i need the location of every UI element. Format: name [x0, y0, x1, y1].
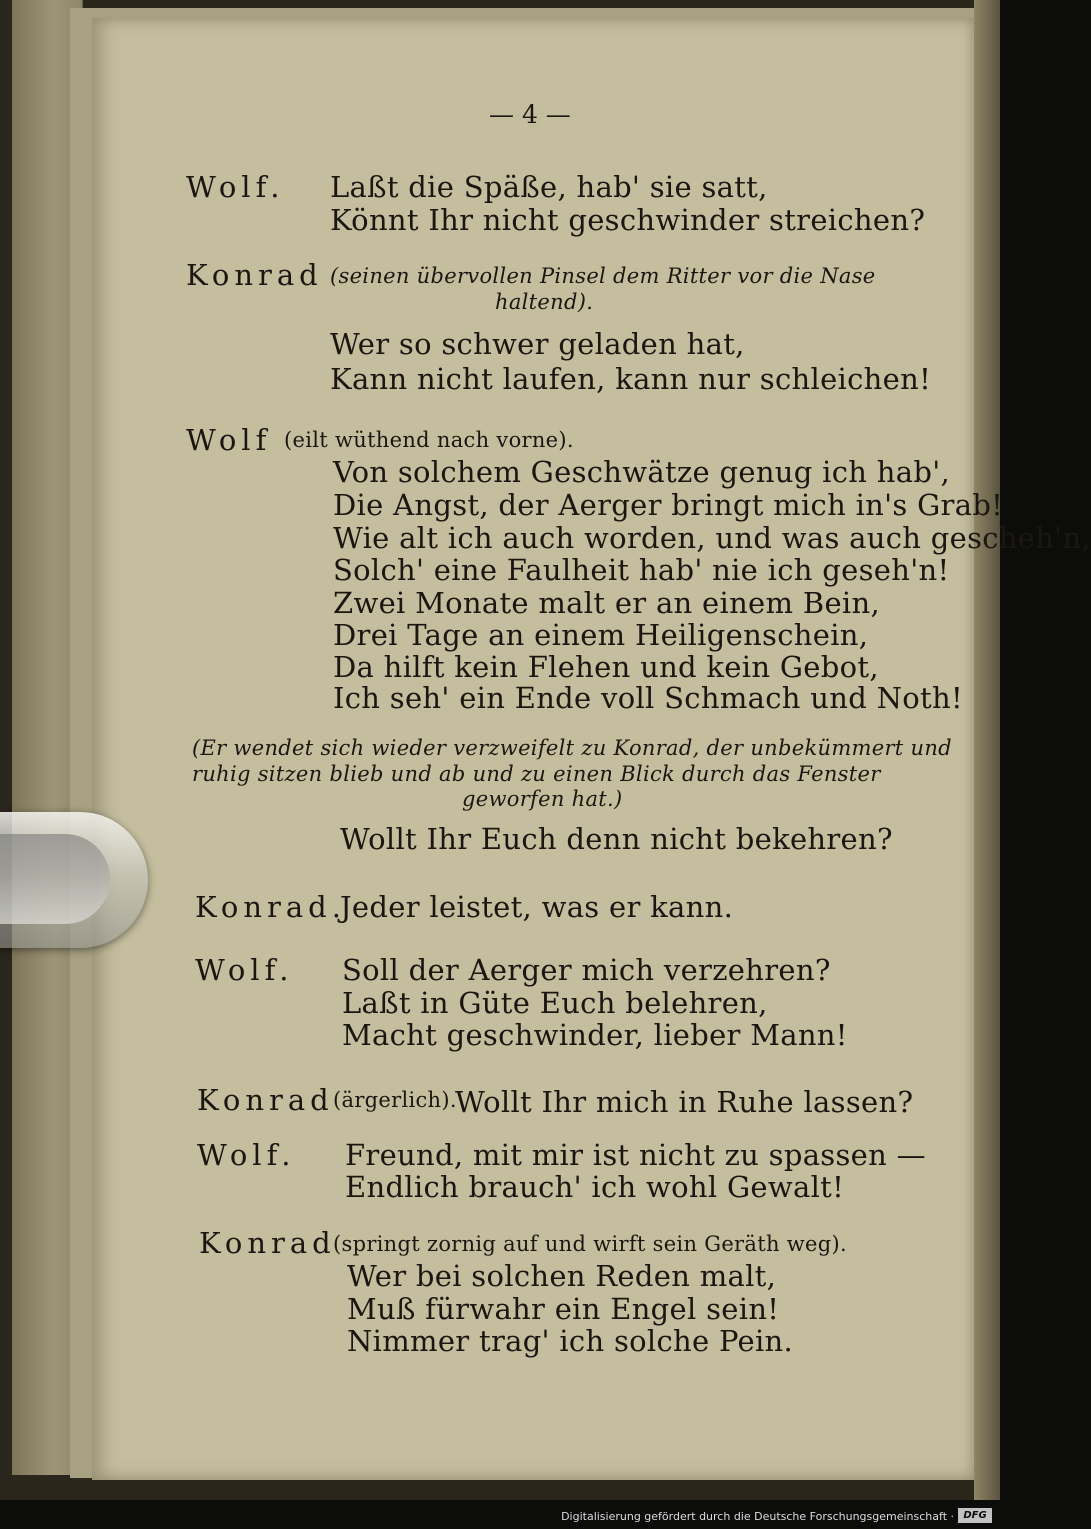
- verse-line: Die Angst, der Aerger bringt mich in's Grab!: [333, 488, 1004, 522]
- verse-line: Von solchem Geschwätze genug ich hab',: [333, 455, 951, 489]
- verse-line: Da hilft kein Flehen und kein Gebot,: [333, 650, 879, 684]
- verse-line: Wer bei solchen Reden malt,: [347, 1259, 777, 1293]
- verse-line: Wollt Ihr Euch denn nicht bekehren?: [340, 822, 893, 856]
- verse-line: Muß fürwahr ein Engel sein!: [347, 1292, 780, 1326]
- speaker-wolf: Wolf.: [186, 170, 285, 204]
- stage-direction: (ärgerlich).: [333, 1088, 457, 1112]
- verse-line: Laßt die Späße, hab' sie satt,: [330, 170, 768, 204]
- verse-line: Freund, mit mir ist nicht zu spassen —: [345, 1138, 926, 1172]
- verse-line: Soll der Aerger mich verzehren?: [342, 953, 831, 987]
- funding-note: Digitalisierung gefördert durch die Deutsche Forschungsgemeinschaft ·: [561, 1510, 954, 1523]
- stage-direction: (seinen übervollen Pinsel dem Ritter vor die Nase: [330, 264, 876, 288]
- verse-line: Kann nicht laufen, kann nur schleichen!: [330, 362, 932, 396]
- speaker-wolf: Wolf.: [195, 953, 294, 987]
- stage-direction: ruhig sitzen blieb und ab und zu einen Blick durch das Fenster: [192, 762, 881, 786]
- stage-direction: geworfen hat.): [462, 787, 623, 811]
- speaker-konrad: Konrad: [199, 1226, 336, 1260]
- verse-line: Endlich brauch' ich wohl Gewalt!: [345, 1170, 845, 1204]
- verse-line: Könnt Ihr nicht geschwinder streichen?: [330, 203, 926, 237]
- verse-line: Nimmer trag' ich solche Pein.: [347, 1324, 794, 1358]
- verse-line: Zwei Monate malt er an einem Bein,: [333, 586, 880, 620]
- page-number: — 4 —: [489, 100, 571, 129]
- page-clip-shading: [0, 834, 110, 924]
- speaker-wolf: Wolf.: [197, 1138, 296, 1172]
- dfg-logo: DFG: [958, 1508, 992, 1523]
- right-page-edge: [974, 0, 1000, 1500]
- verse-line: Wollt Ihr mich in Ruhe lassen?: [455, 1085, 914, 1119]
- stage-direction: (eilt wüthend nach vorne).: [284, 428, 574, 452]
- verse-line: Wer so schwer geladen hat,: [330, 327, 745, 361]
- verse-line: Ich seh' ein Ende voll Schmach und Noth!: [333, 681, 963, 715]
- speaker-konrad: Konrad: [186, 258, 323, 292]
- verse-line: Drei Tage an einem Heiligenschein,: [333, 618, 869, 652]
- stage-direction: (Er wendet sich wieder verzweifelt zu Konrad, der unbekümmert und: [192, 736, 952, 760]
- page-clip: [0, 812, 148, 948]
- verse-line: Wie alt ich auch worden, und was auch gescheh'n,: [333, 521, 1091, 555]
- verse-line: Laßt in Güte Euch belehren,: [342, 986, 768, 1020]
- speaker-konrad: Konrad: [197, 1083, 334, 1117]
- stage-direction: (springt zornig auf und wirft sein Geräth weg).: [333, 1232, 847, 1256]
- verse-line: Macht geschwinder, lieber Mann!: [342, 1018, 848, 1052]
- stage-direction: haltend).: [495, 290, 594, 314]
- speaker-wolf: Wolf: [186, 423, 272, 457]
- verse-line: Solch' eine Faulheit hab' nie ich geseh'n!: [333, 553, 950, 587]
- speaker-konrad: Konrad.: [195, 890, 346, 924]
- verse-line: Jeder leistet, was er kann.: [340, 890, 734, 924]
- footer-bar: [0, 1500, 1000, 1529]
